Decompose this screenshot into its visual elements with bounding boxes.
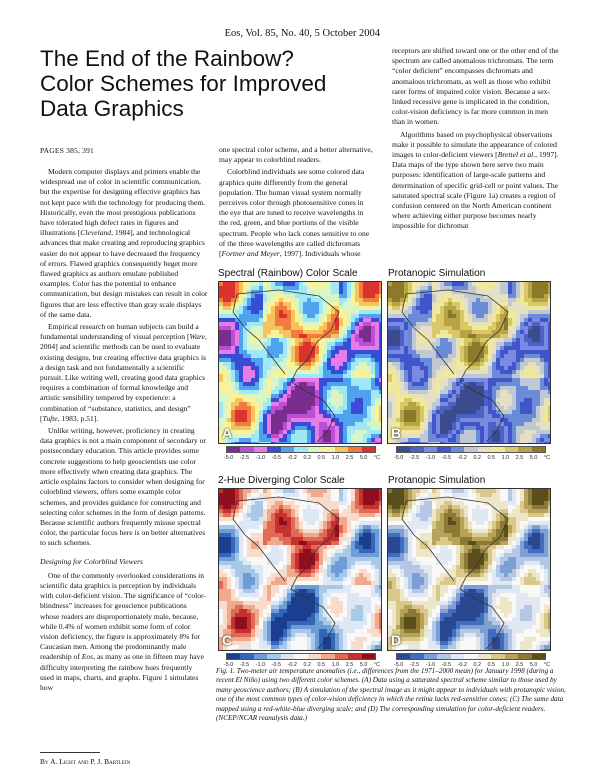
scale-tick: 0.2 (473, 455, 481, 461)
scale-swatch (491, 654, 504, 659)
title-line: Color Schemes for Improved (40, 71, 327, 96)
scale-tick: -2.5 (409, 662, 420, 668)
panel-title-c: 2-Hue Diverging Color Scale (218, 475, 345, 486)
scale-tick: 0.5 (317, 455, 326, 461)
scale-swatch (437, 447, 450, 452)
caption-lead: Fig. 1. (216, 667, 237, 675)
panel-title-b: Protanopic Simulation (388, 268, 486, 279)
scale-tick: 2.5 (515, 455, 524, 461)
scale-tick: 0.5 (487, 662, 496, 668)
scale-swatch (348, 447, 361, 452)
title-line: The End of the Rainbow? (40, 46, 294, 71)
scale-swatch (464, 654, 477, 659)
scale-swatch (254, 654, 267, 659)
panel-letter-a: A (222, 425, 233, 441)
scale-swatch (254, 447, 267, 452)
scale-swatch (321, 447, 334, 452)
scale-swatch (335, 447, 348, 452)
temperature-map-a (218, 281, 382, 444)
scale-ticks-a (224, 455, 380, 461)
citation: Brettel et al. (497, 150, 536, 160)
scale-tick: -5.0 (394, 455, 404, 461)
scale-swatch (397, 447, 410, 452)
scale-tick: -5.0 (224, 455, 234, 461)
temperature-map-d (387, 488, 551, 651)
paragraph: Algorithms based on psychophysical observations make it possible to simulate the appearance of colored images to color-deficient viewers [Brettel et al., 1997]. Data maps of the type shown here serve two main purposes: identification of large-scale patterns and determination of specific grid-cell or point values. The saturated spectral scale (Figure 1a) creates a region of confusion centered on the North American continent where achieving either purpose becomes nearly impossible for dichromat (392, 129, 559, 231)
scale-swatch (362, 447, 375, 452)
scale-tick: °C (543, 455, 550, 461)
running-head: Eos, Vol. 85, No. 40, 5 October 2004 (224, 28, 380, 39)
scale-tick: -0.5 (271, 662, 281, 668)
scale-swatch (451, 654, 464, 659)
scale-tick: 1.0 (331, 455, 340, 461)
scale-swatch (267, 654, 280, 659)
scale-tick: 5.0 (359, 455, 368, 461)
scale-swatch (518, 654, 531, 659)
scale-swatch (240, 654, 253, 659)
scale-swatch (267, 447, 280, 452)
scale-tick: -0.5 (441, 455, 451, 461)
scale-tick: 2.5 (515, 662, 524, 668)
paragraph: One of the commonly overlooked considerations in scientific data graphics is perception by individuals with color-deficient vision. The significance of “color-blindness” increases for geoscience publications whose readers are disproportionately male, because, while 0.4% of women exhibit some form of color vision deficiency, the figure is approximately 8% for Caucasian men. Among the predominantly male readership of Eos, as many as one in fifteen may have difficulty interpreting the rainbow hues frequently used in maps, charts, and graphs. Figure 1 simulates how (40, 570, 206, 692)
scale-tick: 5.0 (529, 455, 538, 461)
panel-letter-d: D (391, 632, 402, 648)
scale-tick: -1.0 (425, 662, 436, 668)
anomaly-field (388, 489, 551, 651)
caption-text: Two-meter air temperature anomalies (i.e., differences from the 1971–2000 mean) for January 1998 (during a recent El Niño) using two different color schemes. (A) Data using a saturated spectral scheme similar to those used by many geoscience authors; (B) A simulation of the spectral image as it might appear to individuals with protanopic vision, one of the most common types of color-vision deficiency in which the retina lacks red-sensitive cones; (C) The same data mapped using a red-white-blue diverging scale; and (D) The corresponding simulation for color-deficient readers. (NCEP/NCAR reanalysis data.) (216, 667, 566, 723)
scale-swatch (281, 447, 294, 452)
scale-swatch (518, 447, 531, 452)
scale-swatch (308, 654, 321, 659)
scale-tick: -0.2 (287, 662, 297, 668)
scale-swatch (410, 447, 423, 452)
scale-swatch (362, 654, 375, 659)
scale-tick: 0.2 (303, 455, 311, 461)
column-1 (40, 167, 208, 693)
article-title (40, 46, 370, 121)
temperature-map-c (218, 488, 382, 651)
scale-swatch (437, 654, 450, 659)
scale-tick: °C (373, 455, 380, 461)
color-scale-c (226, 653, 376, 660)
scale-swatch (227, 654, 240, 659)
paragraph: receptors are shifted toward one or the other end of the spectrum are called anomalous trichromats. The term “color deficient” encompasses dichromats and anomalous trichromats, as well as those who exhibit rarer forms of impaired color vision. Because a sex-linked recessive gene is implicated in the condition, color-vision deficiency is far more common in men than in women. (392, 46, 559, 127)
scale-swatch (281, 654, 294, 659)
scale-swatch (491, 447, 504, 452)
color-scale-d (396, 653, 546, 660)
scale-tick: -0.2 (457, 455, 467, 461)
temperature-map-b (387, 281, 551, 444)
scale-tick: 1.0 (331, 662, 340, 668)
scale-swatch (294, 654, 307, 659)
byline: By A. Light and P. J. Bartlein (40, 757, 131, 766)
paragraph: Colorblind individuals see some colored data graphics quite differently from the general population. The human visual system normally perceives color through photosensitive cones in the eye that are tuned to receive wavelengths in the red, green, and blue portions of the visible spectrum. People who lack cones sensitive to one of the three wavelengths are called dichromats [Fortner and Meyer, 1997]. Individuals whose (219, 167, 370, 259)
scale-swatch (240, 447, 253, 452)
scale-tick: -2.5 (239, 662, 250, 668)
scale-tick: 0.5 (317, 662, 326, 668)
color-scale-b (396, 446, 546, 453)
scale-tick: 1.0 (501, 455, 510, 461)
scale-swatch (505, 654, 518, 659)
scale-tick: -0.2 (287, 455, 297, 461)
citation: Tufte (42, 413, 58, 423)
citation: Ware (189, 332, 205, 342)
byline-rule (40, 752, 100, 753)
panel-title-d: Protanopic Simulation (388, 475, 486, 486)
scale-tick: -0.2 (457, 662, 467, 668)
scale-ticks-b (394, 455, 550, 461)
scale-tick: °C (373, 662, 380, 668)
scale-swatch (335, 654, 348, 659)
scale-swatch (478, 447, 491, 452)
paragraph: Empirical research on human subjects can build a fundamental understanding of visual perception [Ware, 2004] and scientific methods can be used to evaluate existing designs, but creating effective data graphics is a design task and not fundamentally a scientific pursuit. Like writing well, creating good data graphics requires a combination of formal knowledge and artistic sensibility tempered by experience: a combination of “substance, statistics, and design” [Tufte, 1983, p.51]. (40, 322, 207, 423)
column-2 (219, 145, 374, 259)
scale-swatch (321, 654, 334, 659)
scale-tick: -2.5 (409, 455, 420, 461)
scale-tick: -0.5 (441, 662, 451, 668)
scale-tick: -1.0 (255, 662, 266, 668)
scale-tick: 1.0 (501, 662, 510, 668)
scale-tick: 2.5 (345, 662, 354, 668)
figure-caption (216, 667, 566, 723)
panel-letter-c: C (222, 632, 233, 648)
scale-tick: -2.5 (239, 455, 250, 461)
scale-tick: 2.5 (345, 455, 354, 461)
scale-tick: 0.2 (473, 662, 481, 668)
scale-swatch (424, 447, 437, 452)
section-heading: Designing for Colorblind Viewers (40, 556, 144, 566)
scale-swatch (451, 447, 464, 452)
page-range: PAGES 385, 391 (40, 146, 94, 155)
scale-swatch (424, 654, 437, 659)
scale-tick: 5.0 (529, 662, 538, 668)
citation: Eos (81, 652, 94, 662)
scale-tick: -5.0 (224, 662, 234, 668)
scale-swatch (464, 447, 477, 452)
scale-swatch (410, 654, 423, 659)
paragraph: one spectral color scheme, and a better alternative, may appear to colorblind readers. (219, 145, 373, 165)
scale-tick: 0.2 (303, 662, 311, 668)
citation: Cleveland (80, 228, 112, 238)
scale-swatch (397, 654, 410, 659)
title-line: Data Graphics (40, 96, 184, 121)
scale-tick: 0.5 (487, 455, 496, 461)
column-3 (392, 46, 560, 232)
scale-swatch (478, 654, 491, 659)
citation: Fortner and Meyer (221, 249, 280, 259)
scale-tick: -0.5 (271, 455, 281, 461)
scale-swatch (308, 447, 321, 452)
panel-title-a: Spectral (Rainbow) Color Scale (218, 268, 358, 279)
scale-swatch (532, 654, 545, 659)
scale-swatch (348, 654, 361, 659)
scale-tick: -5.0 (394, 662, 404, 668)
paragraph: Modern computer displays and printers enable the widespread use of color in scientific communication, but the expertise for designing effective graphics has not kept pace with the technology for producing them. Historically, even the most prestigious publications have tolerated high defect rates in figures and illustrations [Cleveland, 1984], and technological advances that make creating and reproducing graphics easier do not appear to have decreased the frequency of errors. Flawed graphics consequently beget more flawed graphics as authors emulate published examples. Color has the potential to enhance communication, but design mistakes can result in color figures that are less effective than gray scale displays of the same data. (40, 167, 208, 319)
panel-letter-b: B (391, 425, 402, 441)
paragraph: Unlike writing, however, proficiency in creating data graphics is not a main component of secondary or postsecondary education. This article provides some concrete suggestions to help geoscientists use color more effectively when creating data graphics. The article explains factors to consider when designing for colorblind viewers, offers some example color schemes, and provides guidance for constructing and selecting color schemes in the form of design patterns. Because scientific authors frequently misuse spectral color, the particular focus here is on better alternatives to such schemes. (40, 426, 206, 548)
anomaly-field (388, 282, 551, 444)
anomaly-field (219, 282, 382, 444)
scale-swatch (227, 447, 240, 452)
scale-tick: -1.0 (255, 455, 266, 461)
anomaly-field (219, 489, 382, 651)
scale-tick: 5.0 (359, 662, 368, 668)
scale-swatch (505, 447, 518, 452)
scale-tick: °C (543, 662, 550, 668)
scale-swatch (532, 447, 545, 452)
scale-swatch (294, 447, 307, 452)
color-scale-a (226, 446, 376, 453)
scale-tick: -1.0 (425, 455, 436, 461)
